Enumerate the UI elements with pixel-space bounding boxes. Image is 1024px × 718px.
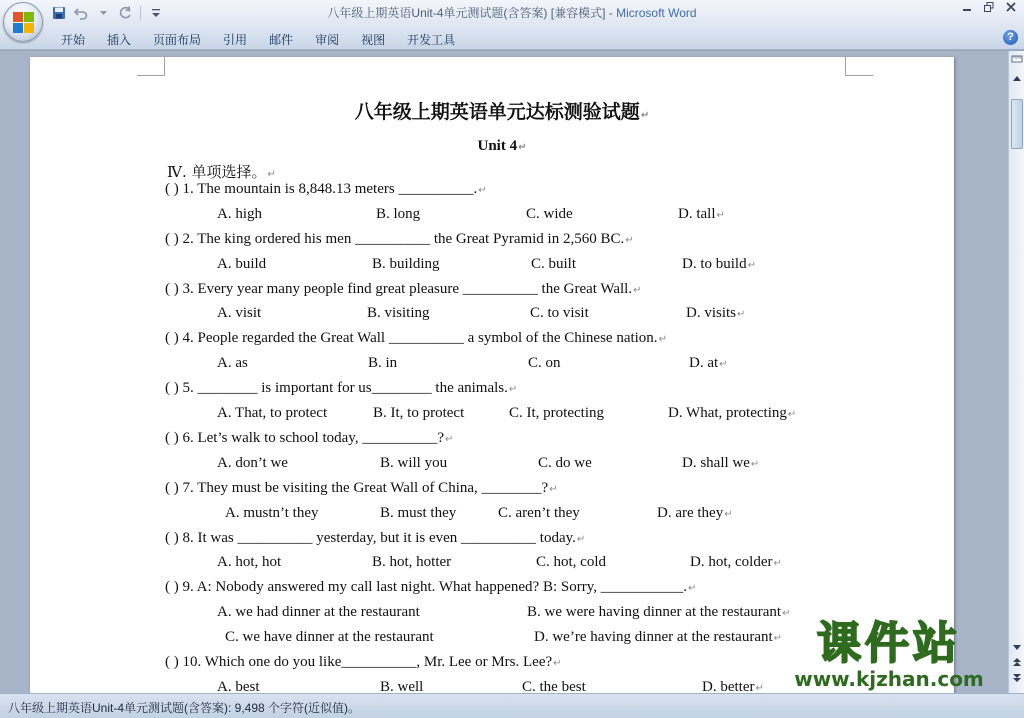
- question-stem: ( ) 4. People regarded the Great Wall __________ a symbol of the Chinese nation.: [165, 330, 658, 346]
- option-9d: [534, 629, 782, 646]
- option-2b: B. building: [372, 256, 440, 272]
- option-1c: C. wide: [526, 206, 573, 222]
- option-5b: B. It, to protect: [373, 405, 465, 421]
- paragraph-mark-icon: ↵: [716, 210, 725, 221]
- tab-home[interactable]: 开始: [61, 33, 86, 47]
- option-1a: A. high: [217, 206, 262, 222]
- option-9c: C. we have dinner at the restaurant: [225, 629, 434, 645]
- help-button[interactable]: ?: [1003, 30, 1018, 45]
- document-area: [0, 51, 1008, 693]
- option-text: D. we’re having dinner at the restaurant: [534, 629, 773, 645]
- option-text: D. What, protecting: [668, 405, 787, 421]
- chevron-up-icon: [1013, 75, 1021, 81]
- unit-heading: [30, 138, 974, 155]
- question-9: [165, 579, 696, 596]
- crop-mark-top-left: [137, 57, 165, 76]
- option-text: D. better: [702, 679, 755, 693]
- paragraph-mark-icon: ↵: [508, 384, 518, 395]
- question-1: [165, 181, 487, 198]
- restore-icon: [984, 2, 994, 12]
- question-3: [165, 281, 642, 298]
- paragraph-mark-icon: ↵: [444, 434, 454, 445]
- paragraph-mark-icon: ↵: [478, 185, 487, 196]
- paragraph-mark-icon: ↵: [750, 459, 760, 470]
- document-page[interactable]: [30, 57, 954, 693]
- paragraph-mark-icon: ↵: [737, 309, 746, 320]
- option-text: D. shall we: [682, 455, 750, 471]
- option-2d: [682, 256, 756, 273]
- paragraph-mark-icon: ↵: [640, 110, 650, 121]
- restore-button[interactable]: [982, 2, 996, 16]
- tab-page-layout[interactable]: 页面布局: [153, 33, 202, 47]
- question-stem: ( ) 5. ________ is important for us________ the animals.: [165, 380, 508, 396]
- tab-insert[interactable]: 插入: [107, 33, 132, 47]
- status-text: 八年级上期英语Unit-4单元测试题(含答案): 9,498 个字符(近似值)。: [8, 701, 361, 715]
- question-2: [165, 231, 634, 248]
- option-text: D. visits: [686, 305, 737, 321]
- question-stem: ( ) 9. A: Nobody answered my call last night. What happened? B: Sorry, ___________.: [165, 579, 687, 595]
- watermark: [773, 618, 1002, 696]
- paragraph-mark-icon: ↵: [773, 633, 783, 644]
- question-4: [165, 330, 667, 347]
- paragraph-mark-icon: ↵: [553, 658, 562, 669]
- question-stem: ( ) 3. Every year many people find great pleasure __________ the Great Wall.: [165, 281, 633, 297]
- option-4b: B. in: [368, 355, 398, 371]
- paragraph-mark-icon: ↵: [782, 608, 791, 619]
- title-bar: [0, 0, 1024, 26]
- close-button[interactable]: [1004, 2, 1018, 16]
- option-8c: C. hot, cold: [536, 554, 606, 570]
- option-5c: C. It, protecting: [509, 405, 604, 421]
- next-page-button[interactable]: [1010, 673, 1024, 689]
- option-10a: A. best: [217, 679, 260, 693]
- tab-view[interactable]: 视图: [361, 33, 386, 47]
- tab-review[interactable]: 审阅: [315, 33, 340, 47]
- option-4d: [689, 355, 728, 372]
- question-stem: ( ) 1. The mountain is 8,848.13 meters __________.: [165, 181, 478, 197]
- scroll-up-button[interactable]: [1010, 71, 1024, 87]
- paragraph-mark-icon: ↵: [658, 334, 667, 345]
- option-6c: C. do we: [538, 455, 592, 471]
- option-8b: B. hot, hotter: [372, 554, 452, 570]
- section-heading-text: Ⅳ. 单项选择。: [167, 163, 267, 181]
- option-6b: B. will you: [380, 455, 448, 471]
- option-10b: B. well: [380, 679, 424, 693]
- option-4c: C. on: [528, 355, 561, 371]
- option-5a: A. That, to protect: [217, 405, 328, 421]
- option-text: B. we were having dinner at the restaurant: [527, 604, 782, 620]
- question-8: [165, 530, 585, 547]
- option-2a: A. build: [217, 256, 267, 272]
- option-text: D. tall: [678, 206, 716, 222]
- option-text: D. to build: [682, 256, 747, 272]
- question-10: [165, 654, 562, 671]
- option-9a: A. we had dinner at the restaurant: [217, 604, 420, 620]
- question-5: [165, 380, 517, 397]
- double-chevron-up-icon: [1013, 657, 1021, 667]
- question-stem: ( ) 2. The king ordered his men __________ the Great Pyramid in 2,560 BC.: [165, 231, 625, 247]
- minimize-button[interactable]: [960, 2, 974, 16]
- minimize-icon: [962, 2, 972, 12]
- window-title: [0, 4, 1024, 21]
- paragraph-mark-icon: ↵: [688, 583, 697, 594]
- option-text: D. are they: [657, 505, 724, 521]
- option-3c: C. to visit: [530, 305, 589, 321]
- option-10c: C. the best: [522, 679, 586, 693]
- paragraph-mark-icon: ↵: [576, 534, 586, 545]
- crop-mark-top-right: [845, 57, 873, 76]
- paragraph-mark-icon: ↵: [724, 509, 733, 520]
- option-8d: [690, 554, 782, 571]
- question-6: [165, 430, 453, 447]
- option-3d: [686, 305, 745, 322]
- question-stem: ( ) 10. Which one do you like__________, Mr. Lee or Mrs. Lee?: [165, 654, 553, 670]
- paragraph-mark-icon: ↵: [755, 683, 764, 693]
- unit-heading-text: Unit 4: [477, 138, 518, 154]
- option-10d: [702, 679, 764, 693]
- option-7b: B. must they: [380, 505, 457, 521]
- paragraph-mark-icon: ↵: [633, 285, 642, 296]
- option-8a: A. hot, hot: [217, 554, 282, 570]
- option-2c: C. built: [531, 256, 577, 272]
- window-title-doc: 八年级上期英语Unit-4单元测试题(含答案) [兼容模式] -: [327, 6, 617, 20]
- window-title-app: Microsoft Word: [616, 6, 697, 20]
- option-9b: [527, 604, 790, 621]
- ribbon-tabs: [50, 26, 466, 50]
- question-stem: ( ) 7. They must be visiting the Great Wall of China, ________?: [165, 480, 549, 496]
- office-logo-icon: [13, 12, 34, 33]
- option-1b: B. long: [376, 206, 421, 222]
- option-7d: [657, 505, 733, 522]
- watermark-title: 课件站: [817, 618, 961, 669]
- option-5d: [668, 405, 796, 422]
- option-7c: C. aren’t they: [498, 505, 580, 521]
- option-1d: [678, 206, 725, 223]
- window-controls: [960, 2, 1018, 16]
- tab-mailings[interactable]: 邮件: [269, 33, 294, 47]
- option-3a: A. visit: [217, 305, 262, 321]
- vertical-scrollbar[interactable]: [1008, 51, 1024, 693]
- tab-references[interactable]: 引用: [223, 33, 248, 47]
- ruler-toggle-button[interactable]: [1010, 53, 1024, 69]
- option-text: D. at: [689, 355, 719, 371]
- scroll-thumb[interactable]: [1011, 99, 1023, 149]
- paragraph-mark-icon: ↵: [719, 359, 728, 370]
- previous-page-button[interactable]: [1010, 657, 1024, 673]
- option-6a: A. don’t we: [217, 455, 288, 471]
- option-6d: [682, 455, 759, 472]
- paragraph-mark-icon: ↵: [787, 409, 797, 420]
- close-icon: [1006, 2, 1016, 12]
- paragraph-mark-icon: ↵: [549, 484, 558, 495]
- chevron-down-icon: [1013, 645, 1021, 651]
- paragraph-mark-icon: ↵: [625, 235, 634, 246]
- option-3b: B. visiting: [367, 305, 430, 321]
- office-button[interactable]: [3, 2, 43, 42]
- ribbon: [0, 26, 1024, 50]
- status-bar: [0, 693, 1024, 718]
- tab-developer[interactable]: 开发工具: [407, 33, 456, 47]
- question-7: [165, 480, 558, 497]
- section-heading: [167, 161, 276, 182]
- double-chevron-down-icon: [1013, 673, 1021, 683]
- paragraph-mark-icon: ↵: [518, 142, 527, 153]
- option-7a: A. mustn’t they: [225, 505, 319, 521]
- document-heading: [30, 97, 974, 124]
- question-stem: ( ) 8. It was __________ yesterday, but it is even __________ today.: [165, 530, 576, 546]
- question-stem: ( ) 6. Let’s walk to school today, __________?: [165, 430, 444, 446]
- paragraph-mark-icon: ↵: [747, 260, 756, 271]
- option-text: D. hot, colder: [690, 554, 773, 570]
- document-heading-text: 八年级上期英语单元达标测验试题: [354, 101, 640, 123]
- watermark-url: www.kjzhan.com: [794, 667, 984, 691]
- paragraph-mark-icon: ↵: [773, 558, 782, 569]
- option-4a: A. as: [217, 355, 248, 371]
- scroll-down-button[interactable]: [1010, 641, 1024, 657]
- ruler-icon: [1011, 53, 1023, 65]
- paragraph-mark-icon: ↵: [267, 169, 276, 180]
